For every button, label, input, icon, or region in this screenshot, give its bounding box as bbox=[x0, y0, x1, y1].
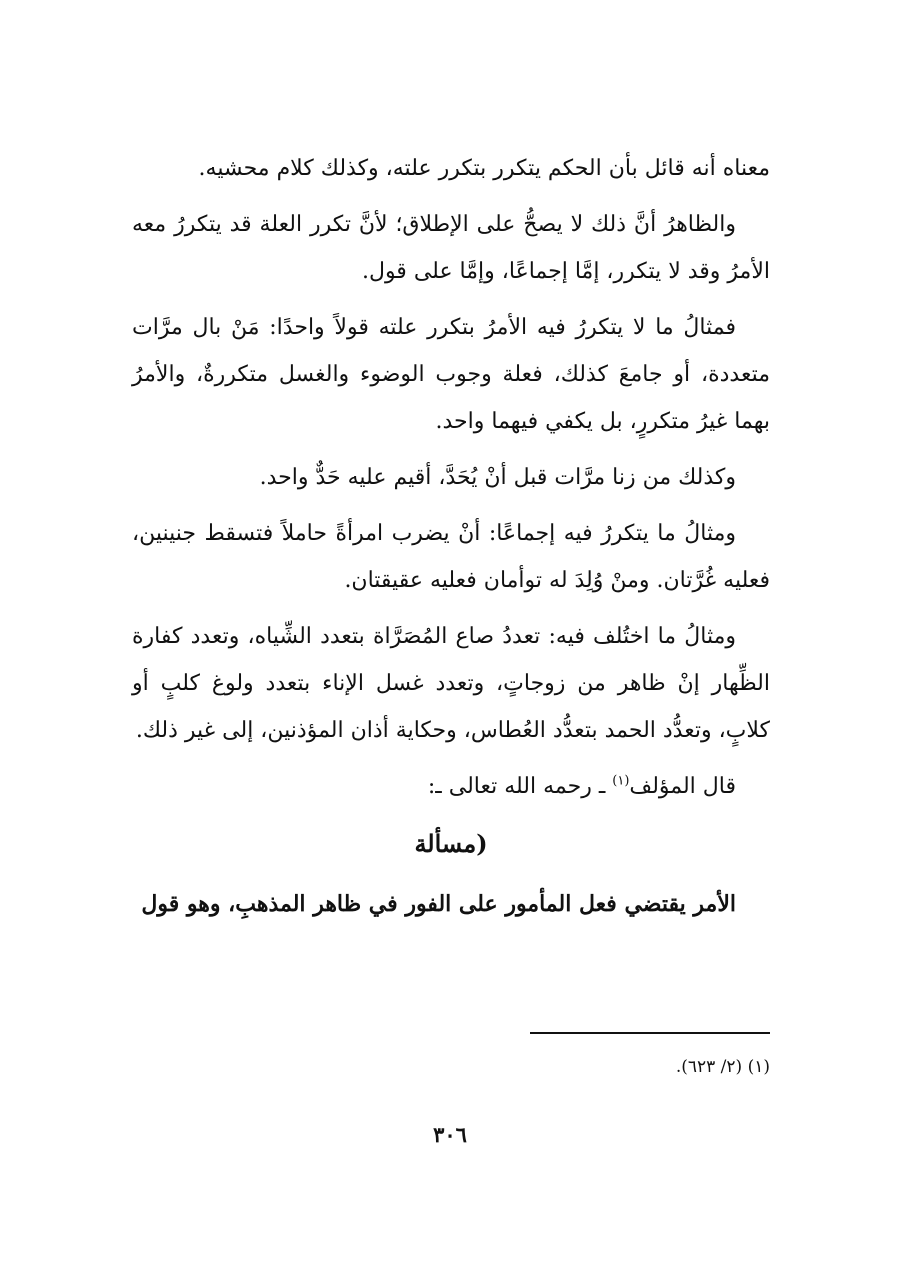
paragraph-4: وكذلك من زنا مرَّات قبل أنْ يُحَدَّ، أقيم عليه حَدٌّ واحد. bbox=[259, 465, 736, 490]
author-line-after: ـ رحمه الله تعالى ـ: bbox=[427, 774, 613, 799]
paragraph-5: ومثالُ ما يتكررُ فيه إجماعًا: أنْ يضرب امرأةً حاملاً فتسقط جنينين، فعليه غُرَّتان. ومنْ وُلِدَ له توأمان فعليه عقيقتان. bbox=[132, 521, 770, 593]
bold-paragraph: الأمر يقتضي فعل المأمور على الفور في ظاهر المذهبِ، وهو قول bbox=[141, 891, 736, 917]
paragraph-6: ومثالُ ما اختُلف فيه: تعددُ صاع المُصَرَّاة بتعدد الشِّياه، وتعدد كفارة الظِّهار إنْ ظاهر من زوجاتٍ، وتعدد غسل الإناء بتعدد ولوغ كلبٍ أو كلابٍ، وتعدُّد الحمد بتعدُّد العُطاس، وحكاية أذان المؤذنين، إلى غير ذلك. bbox=[132, 624, 770, 743]
footnote-reference: (١) bbox=[612, 773, 630, 789]
page-body bbox=[132, 145, 770, 937]
author-line bbox=[132, 763, 770, 810]
page-number: ٣٠٦ bbox=[433, 1122, 467, 1147]
paragraph-2: والظاهرُ أنَّ ذلك لا يصحُّ على الإطلاق؛ لأنَّ تكرر العلة قد يتكررُ معه الأمرُ وقد لا يتكرر، إمَّا إجماعًا، وإمَّا على قول. bbox=[132, 212, 770, 284]
footnote-divider bbox=[530, 1032, 770, 1034]
footnote: (١) (٢/ ٦٢٣). bbox=[675, 1057, 770, 1077]
author-line-before: قال المؤلف bbox=[629, 774, 736, 799]
paragraph-1: معناه أنه قائل بأن الحكم يتكرر بتكرر علته، وكذلك كلام محشيه. bbox=[198, 156, 770, 181]
paragraph-3: فمثالُ ما لا يتكررُ فيه الأمرُ بتكرر علته قولاً واحدًا: مَنْ بال مرَّات متعددة، أو جامعَ كذلك، فعلة وجوب الوضوء والغسل متكررةٌ، والأمرُ بهما غيرُ متكررٍ، بل يكفي فيهما واحد. bbox=[132, 315, 770, 434]
section-heading: (مسألة bbox=[414, 829, 488, 858]
